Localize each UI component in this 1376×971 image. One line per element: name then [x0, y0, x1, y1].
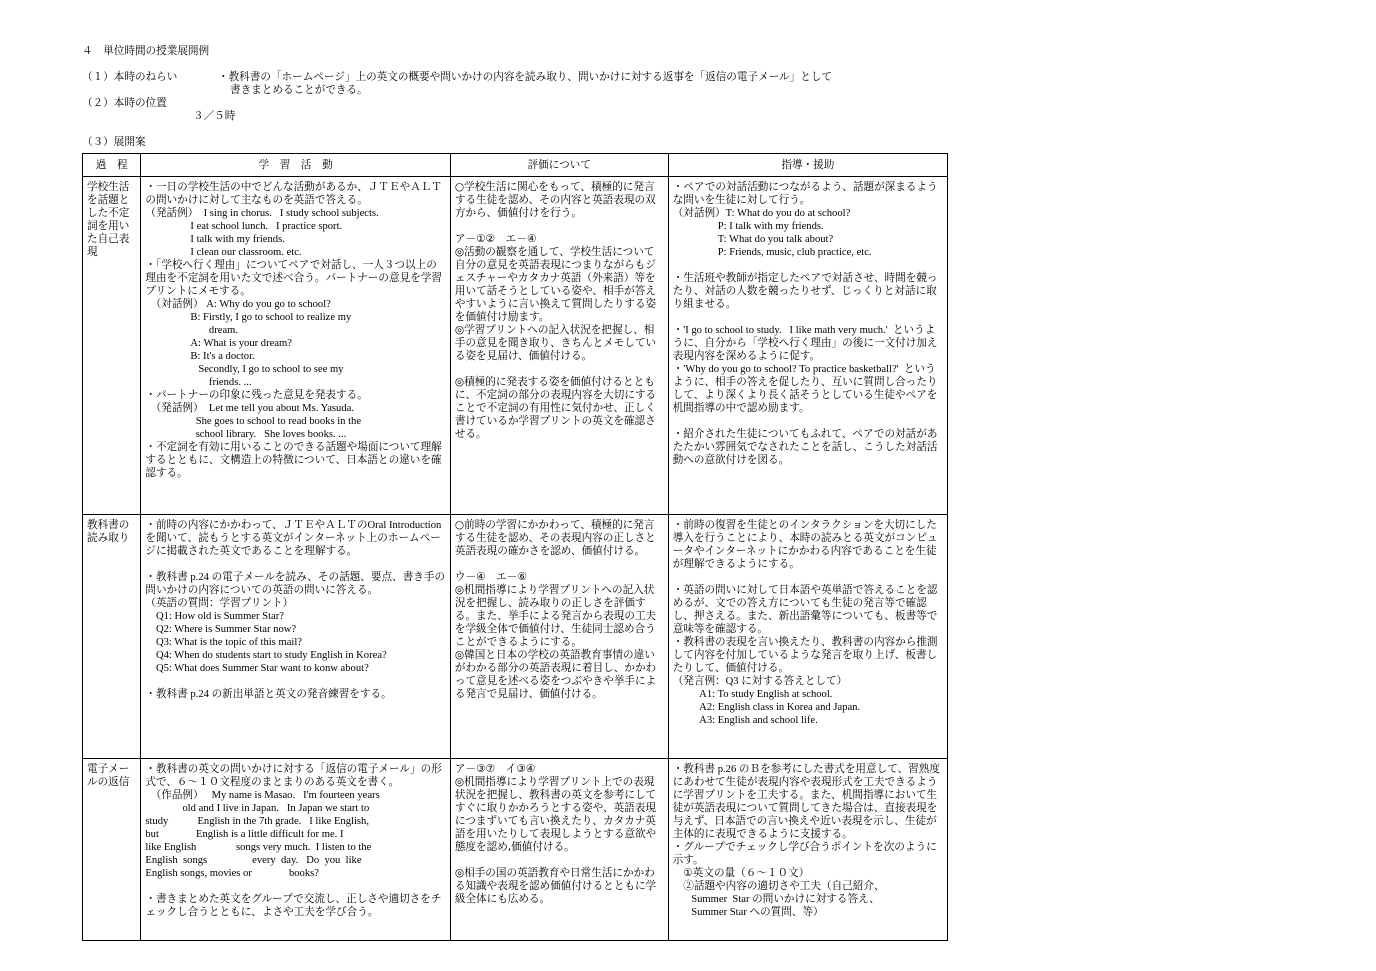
- row3-evaluation: ア－③⑦ イ③④ ◎机間指導により学習プリント上での表現状況を把握し、教科書の英文を参考にしてすぐに取りかかろうとする姿や、英語表現につまずいても言い換えたり、カタカナ英語を用いたりして表現しようとする意欲や態度を認め,価値付ける。 ◎相手の国の英語教育や日常生活にかかわる知識や表現を認め価値付けるとともに学級全体にも広める。: [450, 759, 668, 941]
- section-heading: ４ 単位時間の授業展開例: [82, 45, 210, 57]
- row2-step: 教科書の読み取り: [83, 515, 141, 759]
- row3-step: 電子メールの返信: [83, 759, 141, 941]
- position-value: ３／５時: [193, 110, 236, 122]
- lesson-plan-table: [82, 153, 948, 941]
- header-step: 過 程: [83, 154, 141, 177]
- plan-label: （３）展開案: [82, 136, 146, 148]
- aim-label: （１）本時のねらい: [82, 71, 178, 83]
- row1-evaluation: ○学校生活に関心をもって、積極的に発言する生徒を認め、その内容と英語表現の双方から、価値付けを行う。 ア－①② エ－④ ◎活動の観察を通して、学校生活について自分の意見を英語表現につまりながらもジェスチャーやカタカナ英語（外来語）等を用いて話そうとしている姿や、相手が答えやすいように言い換えて質問したりする姿を価値付け励ます。 ◎学習プリントへの記入状況を把握し、相手の意見を聞き取り、きちんとメモしている姿を見届け、価値付ける。 ◎積極的に発表する姿を価値付けるとともに、不定詞の部分の表現内容を大切にすることで不定詞の有用性に気付かせ、正しく書けているか学習プリントの英文を確認させる。: [450, 177, 668, 515]
- row3-guidance: ・教科書 p.26 のＢを参考にした書式を用意して、習熟度にあわせて生徒が表現内容や表現形式を工夫できるように学習プリントを工夫する。また、机間指導において生徒が英語表現について質問してきた場合は、直接表現を与えず、日本語での言い換えや近い表現を示し、生徒が主体的に表現できるように支援する。 ・グループでチェックし学び合うポイントを次のように示す。 ①英文の量（６～１０文） ②話題や内容の適切さや工夫（自己紹介、 Summer Star の問いかけに対する答え、 Summer Star への質問、等）: [668, 759, 947, 941]
- aim-text-line1: ・教科書の「ホームページ」上の英文の概要や問いかけの内容を読み取り、問いかけに対する返事を「返信の電子メール」として: [218, 71, 833, 83]
- table-row: [83, 177, 948, 515]
- header-evaluation: 評価について: [450, 154, 668, 177]
- table-header-row: [83, 154, 948, 177]
- table-row: [83, 515, 948, 759]
- row2-activity: ・前時の内容にかかわって、ＪＴＥやＡＬＴのOral Introduction を聞いて、読もうとする英文がインターネット上のホームページに掲載された英文であることを理解する。 ・教科書 p.24 の電子メールを読み、その話題、要点、書き手の問いかけの内容についての英語の問いに答える。 （英語の質問：学習プリント） Q1: How old is Summer Star? Q2: Where is Summer Star now? Q3: What is the topic of this mail? Q4: When do students start to study English in Korea? Q5: What does Summer Star want to konw about? ・教科書 p.24 の新出単語と英文の発音練習をする。: [141, 515, 451, 759]
- row1-guidance: ・ペアでの対話活動につながるよう、話題が深まるような問いを生徒に対して行う。 （対話例）T: What do you do at school? P: I talk with my friends. T: What do you talk about? P: Friends, music, club practice, etc. ・生活班や教師が指定したペアで対話させ、時間を競ったり、対話の人数を競ったりせず、じっくりと対話に取り組ませる。 ・'I go to school to study. I like math very much.' というように、自分から「学校へ行く理由」の後に一文付け加え表現内容を深めるように促す。 ・'Why do you go to school? To practice basketball?' というように、相手の答えを促したり、互いに質問し合ったりして、より深くより長く話そうとしている生徒やペアを机間指導の中で認め励ます。 ・紹介された生徒についてもふれて、ペアでの対話があたたかい雰囲気でなされたことを話し、こうした対話活動への意欲付けを図る。: [668, 177, 947, 515]
- header-guidance: 指導・援助: [668, 154, 947, 177]
- row3-activity: ・教科書の英文の問いかけに対する「返信の電子メール」の形式で、６～１０文程度のまとまりのある英文を書く。 （作品例） My name is Masao. I'm fourteen years old and I live in Japan. In Japan we start to study English in the 7th grade. I like English, but English is a little difficult for me. I like English songs very much. I listen to the English songs every day. Do you like English songs, movies or books? ・書きまとめた英文をグループで交流し、正しさや適切さをチェックし合うとともに、よさや工夫を学び合う。: [141, 759, 451, 941]
- table-row: [83, 759, 948, 941]
- aim-text-line2: 書きまとめることができる。: [230, 84, 368, 96]
- position-label: （２）本時の位置: [82, 97, 167, 109]
- row1-step: 学校生活を話題とした不定詞を用いた自己表現: [83, 177, 141, 515]
- row1-activity: ・一日の学校生活の中でどんな活動があるか、ＪＴＥやＡＬＴの問いかけに対して主なものを英語で答える。 （発話例） I sing in chorus. I study school subjects. I eat school lunch. I practice sport. I talk with my friends. I clean our classroom. etc. ・「学校へ行く理由」についてペアで対話し、一人３つ以上の理由を不定詞を用いた文で述べ合う。パートナーの意見を学習プリントにメモする。 （対話例） A: Why do you go to school? B: Firstly, I go to school to realize my dream. A: What is your dream? B: It's a doctor. Secondly, I go to school to see my friends. ... ・パートナーの印象に残った意見を発表する。 （発話例） Let me tell you about Ms. Yasuda. She goes to school to read books in the school library. She loves books. ... ・不定詞を有効に用いることのできる話題や場面について理解するとともに、文構造上の特徴について、日本語との違いを確認する。: [141, 177, 451, 515]
- header-activity: 学 習 活 動: [141, 154, 451, 177]
- row2-guidance: ・前時の復習を生徒とのインタラクションを大切にした導入を行うことにより、本時の読みとる英文がコンピュータやインターネットにかかわる内容であることを生徒が理解できるようにする。 ・英語の問いに対して日本語や英単語で答えることを認めるが、文での答え方についても生徒の発言等で確認し、押さえる。また、新出語彙等についても、板書等で意味等を確認する。 ・教科書の表現を言い換えたり、教科書の内容から推測して内容を付加しているような発言を取り上げ、板書したりして、価値付ける。 （発言例：Q3 に対する答えとして） A1: To study English at school. A2: English class in Korea and Japan. A3: English and school life.: [668, 515, 947, 759]
- row2-evaluation: ○前時の学習にかかわって、積極的に発言する生徒を認め、その表現内容の正しさと英語表現の確かさを認め、価値付ける。 ウ－④ エ－⑥ ◎机間指導により学習プリントへの記入状況を把握し、読み取りの正しさを評価する。また、挙手による発言から表現の工夫を学級全体で価値付け、生徒同士認め合うことができるようにする。 ◎韓国と日本の学校の英語教育事情の違いがわかる部分の英語表現に着目し、かかわって意見を述べる姿をつぶやきや挙手による発言で見届け、価値付ける。: [450, 515, 668, 759]
